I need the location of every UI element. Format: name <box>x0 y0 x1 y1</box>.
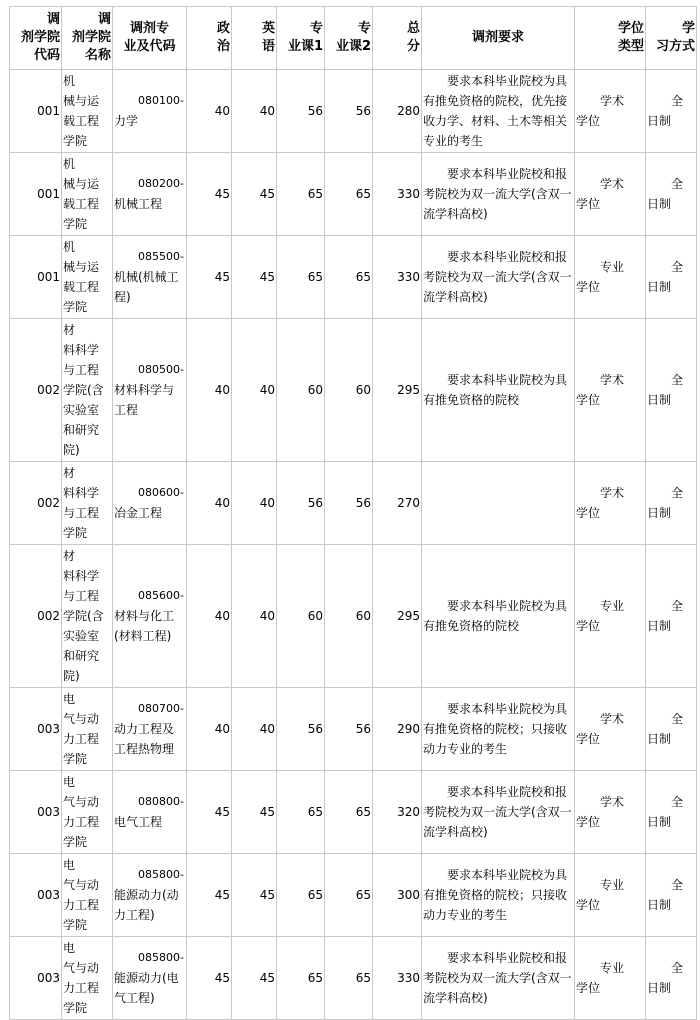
major-cell <box>113 70 187 153</box>
table-row <box>10 462 697 545</box>
degree-type-cell: 专业 学位 <box>575 937 646 1020</box>
college-name-cell: 机 械与运 载工程 学院 <box>62 236 113 319</box>
header-english: 英 语 <box>232 7 277 70</box>
header-row <box>10 7 697 70</box>
course2-score-cell: 65 <box>325 236 373 319</box>
major-name: 材料与化工(材料工程) <box>114 609 175 643</box>
header-total: 总 分 <box>373 7 422 70</box>
degree-type-cell: 专业 学位 <box>575 236 646 319</box>
degree-type-cell: 学术 学位 <box>575 70 646 153</box>
major-name: 材料科学与工程 <box>114 383 175 417</box>
requirement-cell <box>422 462 575 545</box>
header-politics: 政 治 <box>187 7 232 70</box>
major-cell <box>113 771 187 854</box>
course2-score-cell: 65 <box>325 937 373 1020</box>
major-code: 080700- <box>138 702 184 715</box>
study-mode-cell: 全 日制 <box>646 70 697 153</box>
total-score-cell: 290 <box>373 688 422 771</box>
major-cell <box>113 153 187 236</box>
course2-score-cell: 65 <box>325 153 373 236</box>
politics-score-cell: 45 <box>187 937 232 1020</box>
major-name: 冶金工程 <box>114 506 163 520</box>
major-code: 080600- <box>138 486 184 499</box>
college-code-cell: 003 <box>10 937 62 1020</box>
header-study-mode: 学 习方式 <box>646 7 697 70</box>
course1-score-cell: 65 <box>277 153 325 236</box>
requirement-cell: 要求本科毕业院校和报考院校为双一流大学(含双一流学科高校) <box>422 153 575 236</box>
college-code-cell: 003 <box>10 854 62 937</box>
major-code: 085600- <box>138 589 184 602</box>
major-name: 机械(机械工程) <box>114 270 179 304</box>
course2-score-cell: 56 <box>325 462 373 545</box>
total-score-cell: 295 <box>373 545 422 688</box>
major-name: 机械工程 <box>114 197 163 211</box>
major-cell <box>113 854 187 937</box>
course1-score-cell: 56 <box>277 462 325 545</box>
header-college-code: 调 剂学院 代码 <box>10 7 62 70</box>
header-college-name: 调 剂学院 名称 <box>62 7 113 70</box>
english-score-cell: 45 <box>232 771 277 854</box>
study-mode-cell: 全 日制 <box>646 545 697 688</box>
requirement-cell: 要求本科毕业院校为具有推免资格的院校，优先接收力学、材料、土木等相关专业的考生 <box>422 70 575 153</box>
college-name-cell: 电 气与动 力工程 学院 <box>62 688 113 771</box>
total-score-cell: 330 <box>373 236 422 319</box>
major-code: 080800- <box>138 795 184 808</box>
major-cell <box>113 545 187 688</box>
english-score-cell: 40 <box>232 319 277 462</box>
table-row <box>10 771 697 854</box>
degree-type-cell: 专业 学位 <box>575 545 646 688</box>
course1-score-cell: 60 <box>277 319 325 462</box>
study-mode-cell: 全 日制 <box>646 153 697 236</box>
course1-score-cell: 65 <box>277 854 325 937</box>
total-score-cell: 280 <box>373 70 422 153</box>
header-course1: 专 业课1 <box>277 7 325 70</box>
major-code: 085800- <box>138 868 184 881</box>
degree-type-cell: 学术 学位 <box>575 153 646 236</box>
requirement-cell: 要求本科毕业院校和报考院校为双一流大学(含双一流学科高校) <box>422 937 575 1020</box>
total-score-cell: 270 <box>373 462 422 545</box>
english-score-cell: 45 <box>232 854 277 937</box>
college-code-cell: 002 <box>10 462 62 545</box>
header-course2: 专 业课2 <box>325 7 373 70</box>
college-code-cell: 003 <box>10 688 62 771</box>
politics-score-cell: 45 <box>187 854 232 937</box>
english-score-cell: 45 <box>232 236 277 319</box>
major-code: 085800- <box>138 951 184 964</box>
course1-score-cell: 65 <box>277 236 325 319</box>
table-row <box>10 937 697 1020</box>
degree-type-cell: 学术 学位 <box>575 319 646 462</box>
major-name: 能源动力(动力工程) <box>114 888 179 922</box>
requirement-cell: 要求本科毕业院校为具有推免资格的院校；只接收动力专业的考生 <box>422 688 575 771</box>
politics-score-cell: 40 <box>187 70 232 153</box>
college-name-cell: 机 械与运 载工程 学院 <box>62 70 113 153</box>
table-row <box>10 153 697 236</box>
major-code: 080500- <box>138 363 184 376</box>
study-mode-cell: 全 日制 <box>646 937 697 1020</box>
study-mode-cell: 全 日制 <box>646 771 697 854</box>
header-major: 调剂专 业及代码 <box>113 7 187 70</box>
politics-score-cell: 40 <box>187 462 232 545</box>
table-row <box>10 545 697 688</box>
study-mode-cell: 全 日制 <box>646 688 697 771</box>
college-code-cell: 001 <box>10 153 62 236</box>
requirement-cell: 要求本科毕业院校为具有推免资格的院校 <box>422 319 575 462</box>
college-code-cell: 001 <box>10 70 62 153</box>
course2-score-cell: 56 <box>325 70 373 153</box>
degree-type-cell: 学术 学位 <box>575 688 646 771</box>
english-score-cell: 40 <box>232 462 277 545</box>
major-name: 力学 <box>114 114 139 128</box>
degree-type-cell: 学术 学位 <box>575 462 646 545</box>
english-score-cell: 45 <box>232 153 277 236</box>
table-row <box>10 319 697 462</box>
table-row <box>10 854 697 937</box>
major-code: 080200- <box>138 177 184 190</box>
college-name-cell: 电 气与动 力工程 学院 <box>62 937 113 1020</box>
major-cell <box>113 937 187 1020</box>
course2-score-cell: 65 <box>325 854 373 937</box>
college-name-cell: 机 械与运 载工程 学院 <box>62 153 113 236</box>
politics-score-cell: 45 <box>187 153 232 236</box>
total-score-cell: 330 <box>373 937 422 1020</box>
degree-type-cell: 学术 学位 <box>575 771 646 854</box>
major-name: 电气工程 <box>114 815 163 829</box>
header-requirement: 调剂要求 <box>422 7 575 70</box>
college-name-cell: 材 料科学 与工程 学院 <box>62 462 113 545</box>
course2-score-cell: 56 <box>325 688 373 771</box>
course1-score-cell: 65 <box>277 937 325 1020</box>
table-row <box>10 70 697 153</box>
major-name: 动力工程及工程热物理 <box>114 722 175 756</box>
politics-score-cell: 40 <box>187 688 232 771</box>
course2-score-cell: 65 <box>325 771 373 854</box>
college-name-cell: 材 料科学 与工程 学院(含 实验室 和研究 院) <box>62 319 113 462</box>
study-mode-cell: 全 日制 <box>646 854 697 937</box>
college-name-cell: 电 气与动 力工程 学院 <box>62 854 113 937</box>
english-score-cell: 40 <box>232 688 277 771</box>
major-cell <box>113 236 187 319</box>
college-code-cell: 002 <box>10 319 62 462</box>
politics-score-cell: 40 <box>187 319 232 462</box>
requirement-cell: 要求本科毕业院校和报考院校为双一流大学(含双一流学科高校) <box>422 236 575 319</box>
politics-score-cell: 45 <box>187 236 232 319</box>
study-mode-cell: 全 日制 <box>646 319 697 462</box>
total-score-cell: 300 <box>373 854 422 937</box>
requirement-cell: 要求本科毕业院校和报考院校为双一流大学(含双一流学科高校) <box>422 771 575 854</box>
adjustment-table <box>9 6 697 1020</box>
course2-score-cell: 60 <box>325 545 373 688</box>
english-score-cell: 40 <box>232 70 277 153</box>
college-code-cell: 003 <box>10 771 62 854</box>
english-score-cell: 45 <box>232 937 277 1020</box>
study-mode-cell: 全 日制 <box>646 462 697 545</box>
major-code: 080100- <box>138 94 184 107</box>
college-name-cell: 电 气与动 力工程 学院 <box>62 771 113 854</box>
study-mode-cell: 全 日制 <box>646 236 697 319</box>
table-row <box>10 236 697 319</box>
politics-score-cell: 40 <box>187 545 232 688</box>
course1-score-cell: 65 <box>277 771 325 854</box>
requirement-cell: 要求本科毕业院校为具有推免资格的院校 <box>422 545 575 688</box>
politics-score-cell: 45 <box>187 771 232 854</box>
course1-score-cell: 56 <box>277 70 325 153</box>
total-score-cell: 295 <box>373 319 422 462</box>
degree-type-cell: 专业 学位 <box>575 854 646 937</box>
major-cell <box>113 319 187 462</box>
header-degree-type: 学位 类型 <box>575 7 646 70</box>
college-code-cell: 001 <box>10 236 62 319</box>
major-cell <box>113 688 187 771</box>
college-name-cell: 材 料科学 与工程 学院(含 实验室 和研究 院) <box>62 545 113 688</box>
total-score-cell: 320 <box>373 771 422 854</box>
english-score-cell: 40 <box>232 545 277 688</box>
major-name: 能源动力(电气工程) <box>114 971 179 1005</box>
course1-score-cell: 56 <box>277 688 325 771</box>
table-row <box>10 688 697 771</box>
major-code: 085500- <box>138 250 184 263</box>
course1-score-cell: 60 <box>277 545 325 688</box>
major-cell <box>113 462 187 545</box>
college-code-cell: 002 <box>10 545 62 688</box>
requirement-cell: 要求本科毕业院校为具有推免资格的院校；只接收动力专业的考生 <box>422 854 575 937</box>
course2-score-cell: 60 <box>325 319 373 462</box>
total-score-cell: 330 <box>373 153 422 236</box>
